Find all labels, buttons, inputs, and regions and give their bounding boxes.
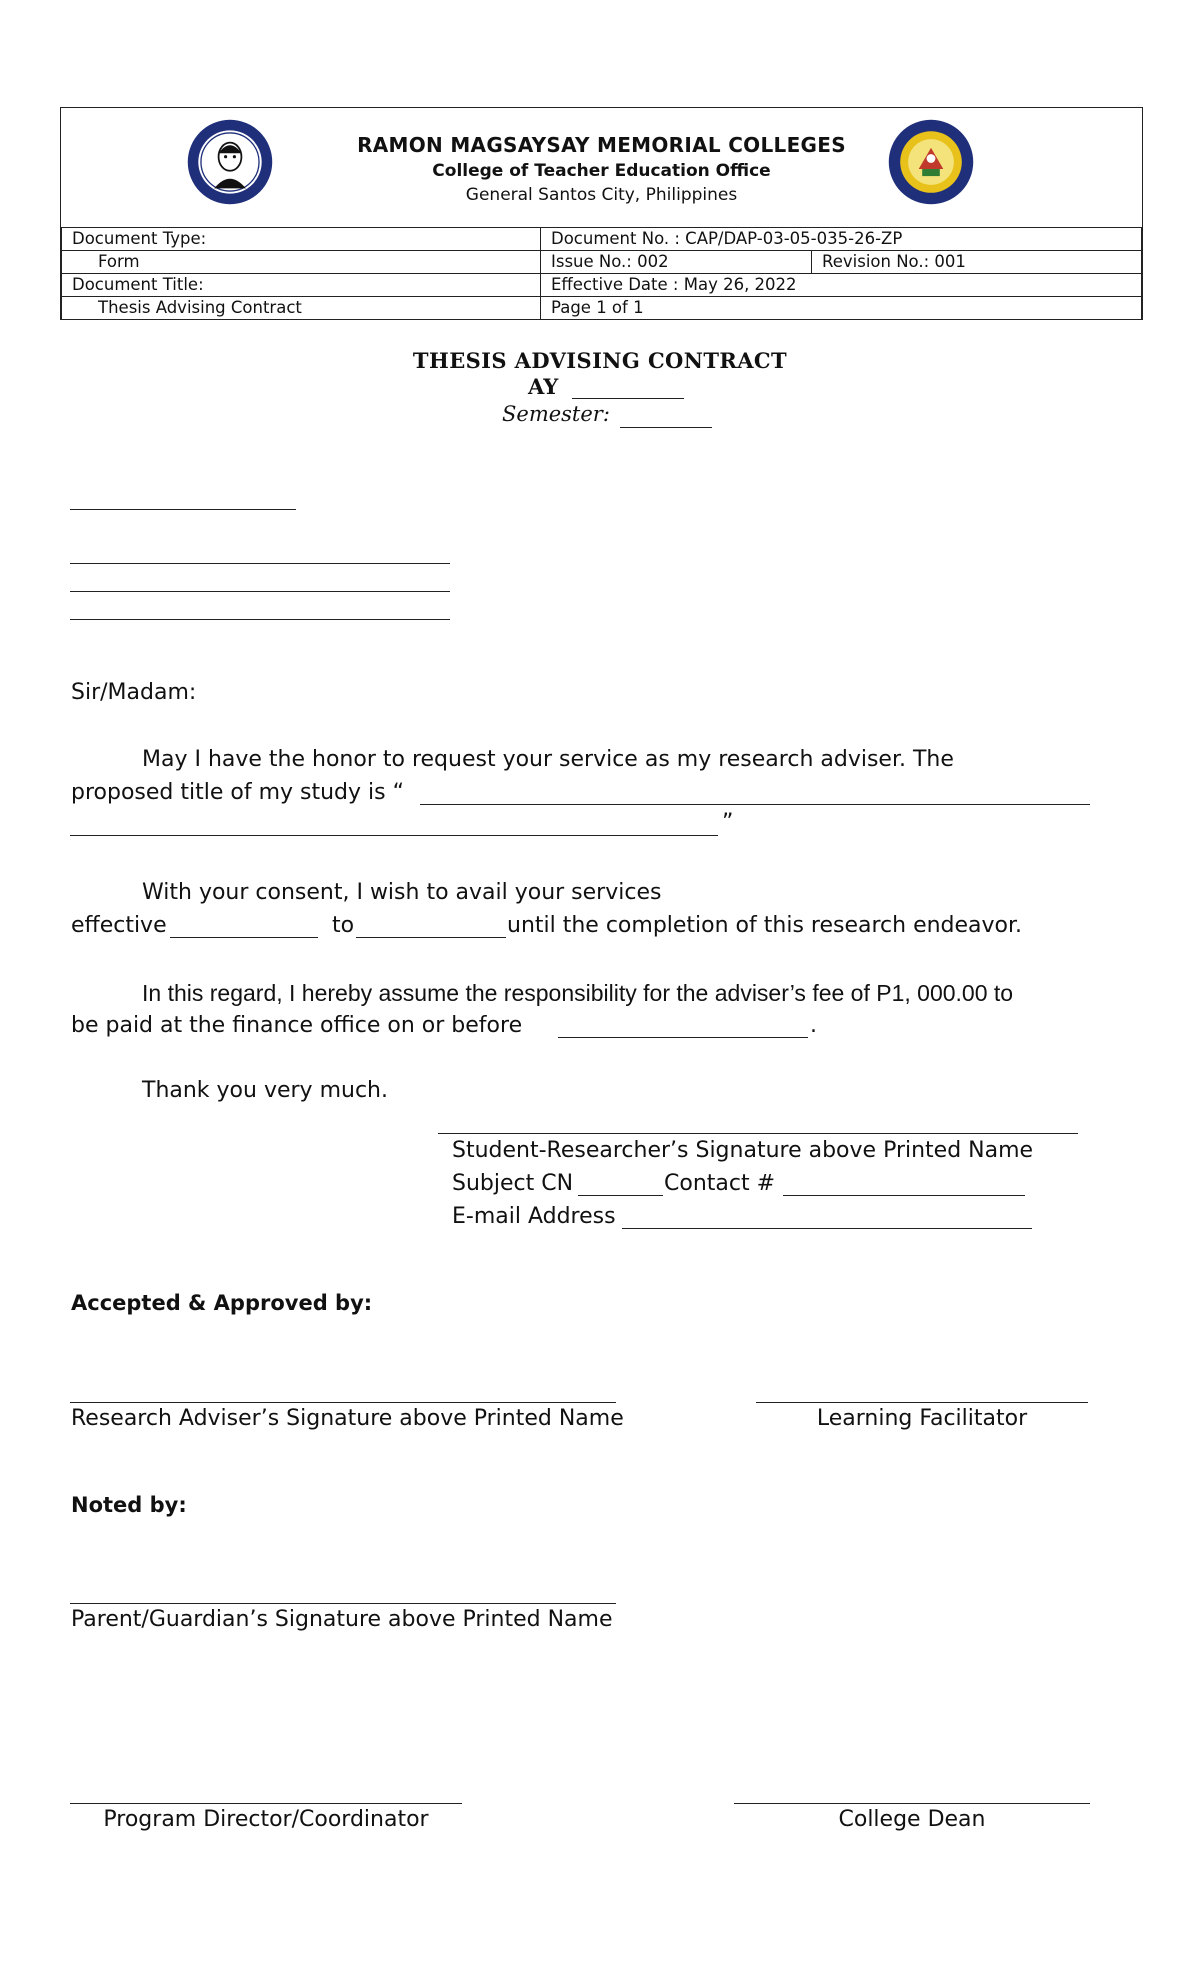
contact-label: Contact # (664, 1171, 776, 1196)
paragraph-2-line-1: With your consent, I wish to avail your services (142, 880, 662, 905)
paragraph-2-effective: effective (71, 913, 167, 938)
parent-signature-line[interactable] (70, 1603, 616, 1604)
facilitator-label: Learning Facilitator (816, 1406, 1028, 1431)
page-number: Page 1 of 1 (541, 297, 1142, 320)
document-meta-table (61, 227, 1142, 320)
student-signature-line[interactable] (438, 1133, 1078, 1134)
date-blank[interactable] (70, 509, 296, 510)
doc-type-value: Form (62, 251, 541, 274)
facilitator-signature-line[interactable] (756, 1402, 1088, 1403)
dean-label: College Dean (838, 1807, 986, 1832)
subject-cn-blank[interactable] (578, 1195, 663, 1196)
director-label: Program Director/Coordinator (103, 1807, 429, 1832)
email-label: E-mail Address (452, 1204, 616, 1229)
addressee-name-blank[interactable] (70, 563, 450, 564)
addressee-position-blank[interactable] (70, 591, 450, 592)
thank-you-line: Thank you very much. (142, 1078, 388, 1103)
study-title-close-quote: ” (722, 810, 734, 835)
ay-label: AY (528, 374, 559, 399)
paragraph-3-line-1: In this regard, I hereby assume the responsibility for the adviser’s fee of P1, 000.00 to (142, 980, 1014, 1006)
director-signature-line[interactable] (70, 1803, 462, 1804)
paragraph-2-rest: until the completion of this research endeavor. (507, 913, 1023, 938)
institution-name: RAMON MAGSAYSAY MEMORIAL COLLEGES (357, 133, 846, 157)
payment-date-blank[interactable] (558, 1037, 808, 1038)
ay-blank[interactable] (572, 398, 684, 399)
adviser-signature-line[interactable] (70, 1402, 616, 1403)
effective-date-blank[interactable] (170, 937, 318, 938)
paragraph-2-to: to (332, 913, 355, 938)
doc-number: Document No. : CAP/DAP-03-05-035-26-ZP (541, 228, 1142, 251)
effective-date: Effective Date : May 26, 2022 (541, 274, 1142, 297)
student-signature-label: Student-Researcher’s Signature above Printed Name (452, 1138, 1034, 1163)
contact-blank[interactable] (783, 1195, 1025, 1196)
accepted-approved-heading: Accepted & Approved by: (71, 1291, 373, 1315)
semester-label: Semester: (502, 402, 610, 426)
doc-title-value: Thesis Advising Contract (62, 297, 541, 320)
paragraph-3-line-2: be paid at the finance office on or before (71, 1013, 523, 1038)
addressee-address-blank[interactable] (70, 619, 450, 620)
form-title: THESIS ADVISING CONTRACT (412, 348, 788, 373)
office-name: College of Teacher Education Office (432, 161, 771, 181)
document-header (60, 107, 1143, 320)
salutation: Sir/Madam: (71, 680, 197, 705)
paragraph-3-end: . (810, 1013, 817, 1038)
revision-number: Revision No.: 001 (812, 251, 1142, 274)
subject-cn-label: Subject CN (452, 1171, 574, 1196)
institution-block (61, 133, 1142, 205)
study-title-blank-2[interactable] (70, 835, 718, 836)
issue-number: Issue No.: 002 (541, 251, 812, 274)
email-blank[interactable] (622, 1228, 1032, 1229)
semester-blank[interactable] (620, 427, 712, 428)
parent-signature-label: Parent/Guardian’s Signature above Printed Name (71, 1607, 613, 1632)
office-location: General Santos City, Philippines (465, 185, 738, 205)
adviser-signature-label: Research Adviser’s Signature above Printed Name (71, 1406, 624, 1431)
end-date-blank[interactable] (356, 937, 506, 938)
paragraph-1-line-1: May I have the honor to request your service as my research adviser. The (142, 747, 954, 772)
study-title-blank-1[interactable] (420, 804, 1090, 805)
paragraph-1-line-2: proposed title of my study is “ (71, 780, 404, 805)
doc-type-label: Document Type: (62, 228, 541, 251)
dean-signature-line[interactable] (734, 1803, 1090, 1804)
noted-by-heading: Noted by: (71, 1493, 187, 1517)
doc-title-label: Document Title: (62, 274, 541, 297)
